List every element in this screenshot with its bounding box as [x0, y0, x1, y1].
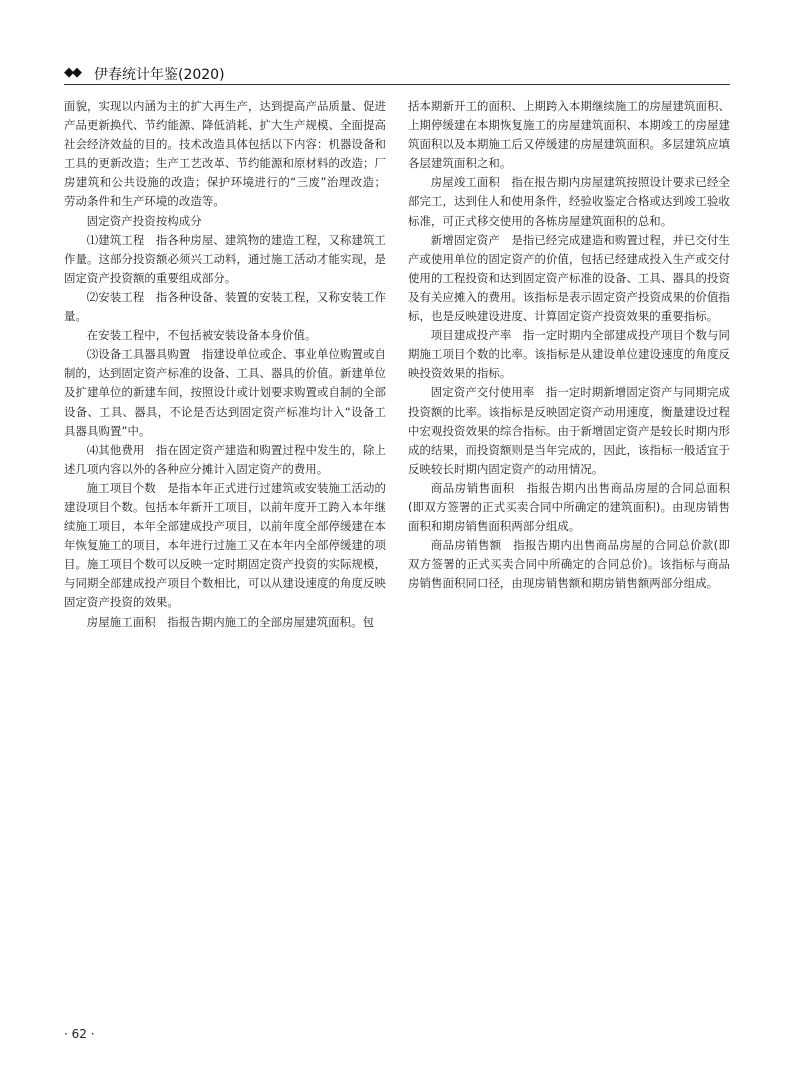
paragraph: 面貌，实现以内涵为主的扩大再生产，达到提高产品质量、促进产品更新换代、节约能源、降低消耗、扩大生产规模、全面提高社会经济效益的目的。技术改造具体包括以下内容：机器设备和工具的更新改造；生产工艺改革、节约能源和原材料的改造；厂房建筑和公共设施的改造；保护环境进行的“三废”治理改造；劳动条件和生产环境的改造等。 [64, 99, 386, 209]
paragraph: 商品房销售额 指报告期内出售商品房屋的合同总价款(即双方签署的正式买卖合同中所确定的合同总价)。该指标与商品房销售面积同口径，由现房销售额和期房销售额两部分组成。 [408, 538, 730, 591]
header-title: 伊春统计年鉴(2020) [94, 67, 225, 83]
left-column [64, 97, 386, 632]
diamond-ornament-icon: ◆◆ [64, 65, 80, 80]
paragraph: 新增固定资产 是指已经完成建造和购置过程，并已交付生产或使用单位的固定资产的价值，包括已经建成投入生产或交付使用的工程投资和达到固定资产标准的设备、工具、器具的投资及有关应摊入的费用。该指标是表示固定资产投资成果的价值指标，也是反映建设进度、计算固定资产投资效果的重要指标。 [408, 232, 730, 324]
paragraph: ⑵安装工程 指各种设备、装置的安装工程，又称安装工作量。 [64, 289, 386, 324]
section-heading: 固定资产投资按构成分 [86, 213, 202, 228]
paragraph: 固定资产交付使用率 指一定时期新增固定资产与同期完成投资额的比率。该指标是反映固定资产动用速度，衡量建设过程中宏观投资效果的综合指标。由于新增固定资产是较长时期内形成的结果，而投资额则是当年完成的，因此，该指标一般适宜于反映较长时期内固定资产的动用情况。 [408, 385, 730, 476]
paragraph: 商品房销售面积 指报告期内出售商品房屋的合同总面积(即双方签署的正式买卖合同中所确定的建筑面积)。由现房销售面积和期房销售面积两部分组成。 [408, 480, 730, 534]
paragraph: 项目建成投产率 指一定时期内全部建成投产项目个数与同期施工项目个数的比率。该指标是从建设单位建设速度的角度反映投资效果的指标。 [408, 328, 730, 381]
paragraph: 括本期新开工的面积、上期跨入本期继续施工的房屋建筑面积、上期停缓建在本期恢复施工的房屋建筑面积、本期竣工的房屋建筑面积以及本期施工后又停缓建的房屋建筑面积。多层建筑应填各层建筑面积之和。 [408, 99, 730, 171]
right-column [408, 97, 730, 593]
paragraph: 房屋施工面积 指报告期内施工的全部房屋建筑面积。包 [86, 614, 375, 629]
running-header [64, 62, 730, 84]
paragraph: 施工项目个数 是指本年正式进行过建筑或安装施工活动的建设项目个数。包括本年新开工项目，以前年度开工跨入本年继续施工项目，本年全部建成投产项目，以前年度全部停缓建在本年恢复施工的项目，本年进行过施工又在本年内全部停缓建的项目。施工项目个数可以反映一定时期固定资产投资的实际规模，与同期全部建成投产项目个数相比，可以从建设速度的角度反映固定资产投资的效果。 [64, 480, 386, 610]
page-number: · 62 · [64, 1027, 95, 1041]
paragraph: ⑷其他费用 指在固定资产建造和购置过程中发生的，除上述几项内容以外的各种应分摊计入固定资产的费用。 [64, 442, 386, 476]
paragraph: 在安装工程中，不包括被安装设备本身价值。 [86, 328, 317, 343]
paragraph: ⑴建筑工程 指各种房屋、建筑物的建造工程，又称建筑工作量。这部分投资额必须兴工动料，通过施工活动才能实现，是固定资产投资额的重要组成部分。 [64, 232, 386, 285]
paragraph: ⑶设备工具器具购置 指建设单位或企、事业单位购置或自制的，达到固定资产标准的设备、工具、器具的价值。新建单位及扩建单位的新建车间，按照设计或计划要求购置或自制的全部设备、工具、器具，不论是否达到固定资产标准均计入“设备工具器具购置”中。 [64, 347, 386, 438]
paragraph: 房屋竣工面积 指在报告期内房屋建筑按照设计要求已经全部完工，达到住人和使用条件，经验收鉴定合格或达到竣工验收标准，可正式移交使用的各栋房屋建筑面积的总和。 [408, 175, 730, 228]
header-rule [64, 84, 730, 85]
